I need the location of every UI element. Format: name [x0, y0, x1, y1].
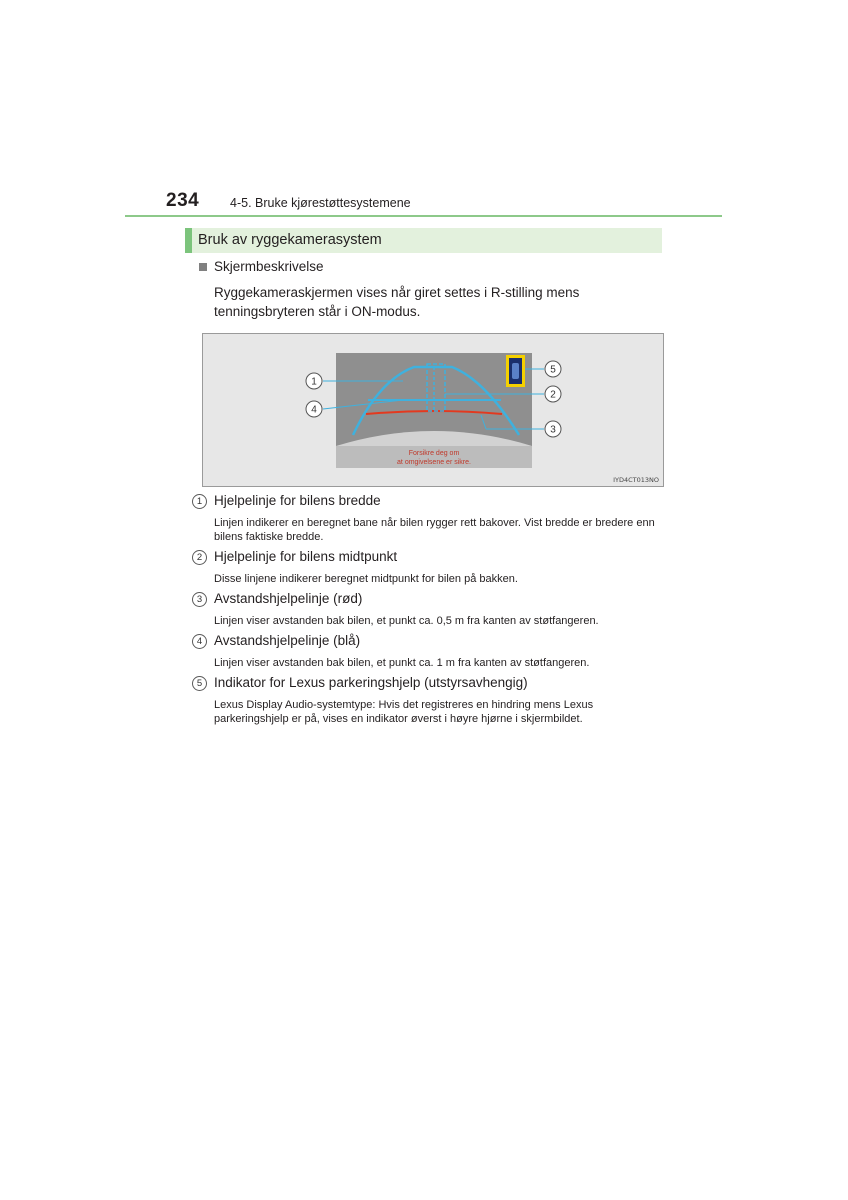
warning-text-line2: at omgivelsene er sikre. [397, 459, 471, 466]
number-3-icon: 3 [192, 592, 207, 607]
chapter-title: 4-5. Bruke kjørestøttesystemene [230, 196, 411, 210]
camera-screen-figure [202, 333, 664, 487]
callout-2 [545, 386, 561, 402]
item-title: Avstandshjelpelinje (rød) [214, 591, 363, 606]
section-accent [185, 228, 192, 253]
item-title: Hjelpelinje for bilens midtpunkt [214, 549, 398, 564]
callout-3 [545, 421, 561, 437]
subheading: Skjermbeskrivelse [214, 259, 324, 274]
item-description: Disse linjene indikerer beregnet midtpunkt for bilen på bakken. [214, 573, 518, 585]
number-1-icon: 1 [192, 494, 207, 509]
svg-text:5: 5 [550, 364, 556, 376]
item-description: Lexus Display Audio-systemtype: Hvis det registreres en hindring mens Lexus parkeringshjelp er på, vises en indikator øverst i høyre hjørne i skjermbildet. [214, 699, 594, 725]
item-title: Avstandshjelpelinje (blå) [214, 633, 361, 648]
callout-4 [306, 401, 322, 417]
callout-5 [545, 361, 561, 377]
camera-screen-illustration [203, 334, 663, 486]
item-title: Indikator for Lexus parkeringshjelp (utstyrsavhengig) [214, 675, 528, 690]
item-description: Linjen viser avstanden bak bilen, et punkt ca. 1 m fra kanten av støtfangeren. [214, 657, 590, 669]
warning-text-line1: Forsikre deg om [408, 450, 460, 457]
figure-code: IYD4CT013NO [613, 476, 659, 484]
item-title: Hjelpelinje for bilens bredde [214, 493, 381, 508]
number-2-icon: 2 [192, 550, 207, 565]
page-number: 234 [166, 190, 200, 211]
square-bullet-icon [199, 263, 207, 271]
number-4-icon: 4 [192, 634, 207, 649]
header-rule [125, 215, 722, 217]
svg-text:4: 4 [311, 404, 317, 416]
intro-paragraph: Ryggekameraskjermen vises når giret settes i R-stilling mens tenningsbryteren står i ON-modus. [214, 285, 580, 319]
item-description: Linjen viser avstanden bak bilen, et punkt ca. 0,5 m fra kanten av støtfangeren. [214, 615, 599, 627]
svg-text:1: 1 [311, 376, 317, 388]
item-description: Linjen indikerer en beregnet bane når bilen rygger rett bakover. Vist bredde er bredere enn bilens faktiske bredde. [214, 517, 655, 543]
section-title: Bruk av ryggekamerasystem [198, 232, 382, 248]
number-5-icon: 5 [192, 676, 207, 691]
svg-text:3: 3 [550, 424, 556, 436]
svg-text:2: 2 [550, 389, 556, 401]
callout-1 [306, 373, 322, 389]
